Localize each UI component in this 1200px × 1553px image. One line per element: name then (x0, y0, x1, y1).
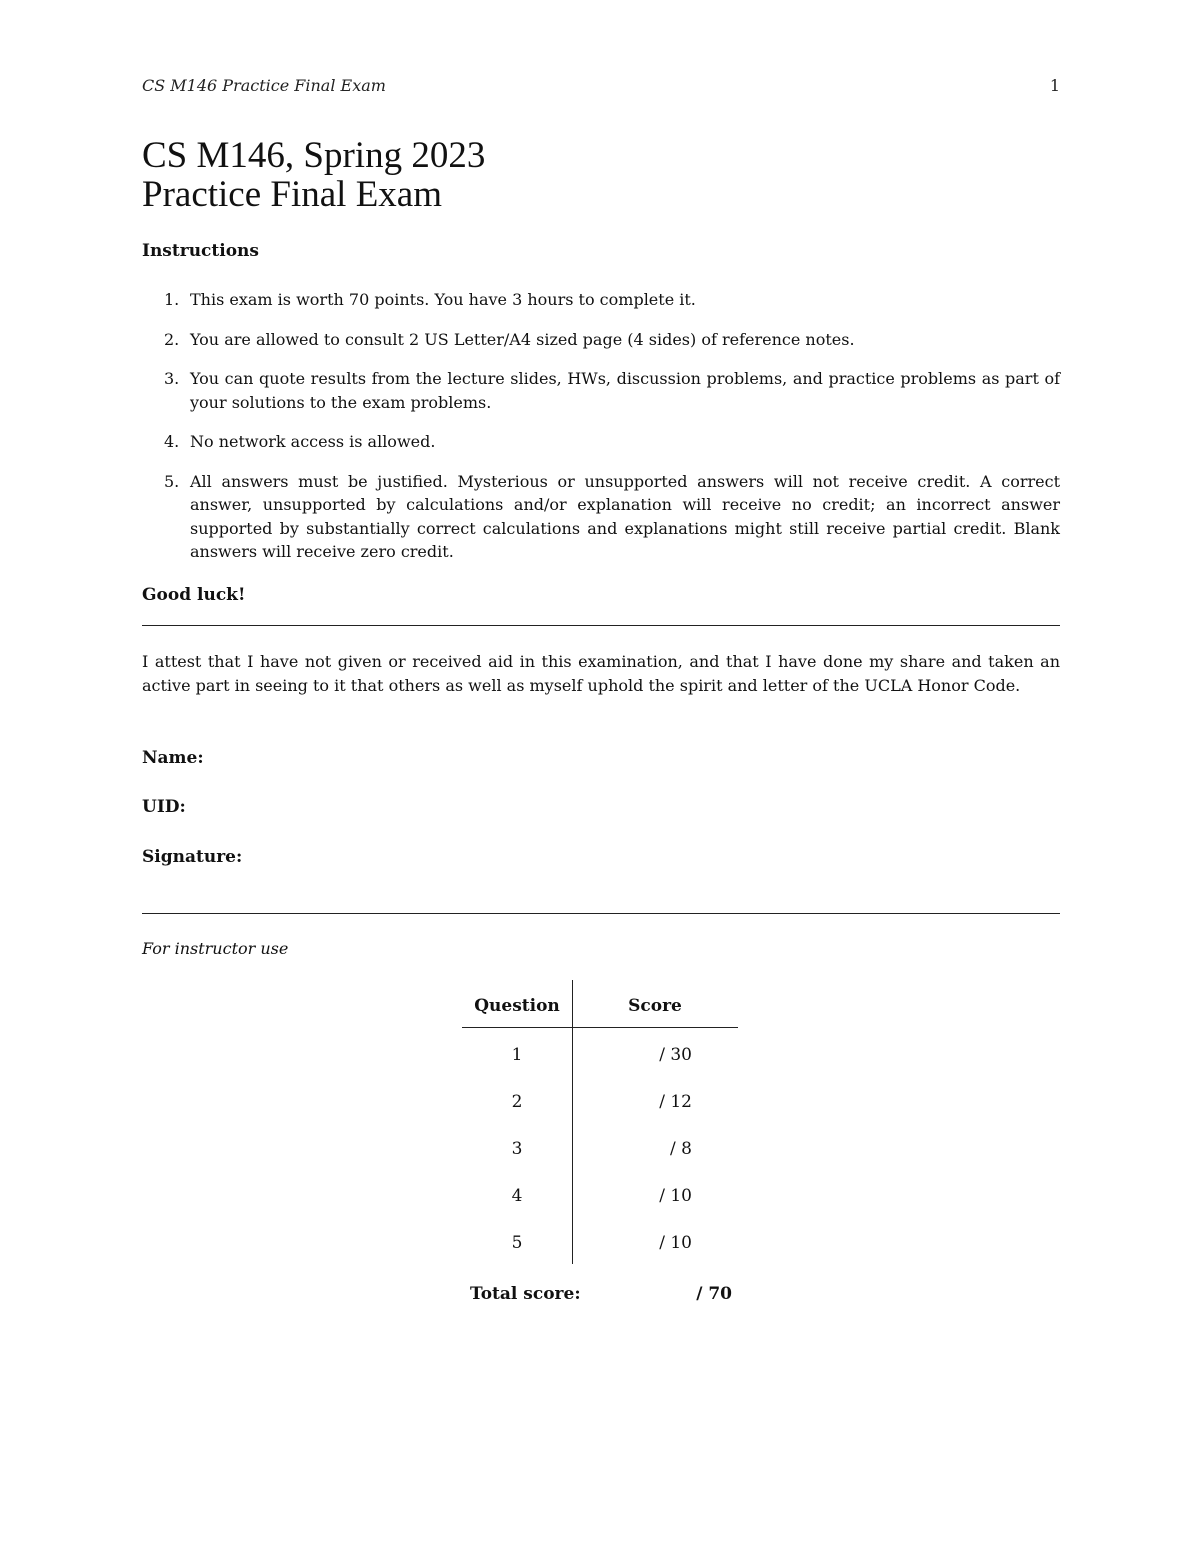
instructions-list (142, 288, 1060, 580)
uid-field[interactable] (142, 797, 186, 817)
uid-label: UID: (142, 797, 186, 817)
exam-page (142, 0, 1060, 1553)
table-header-rule (462, 1027, 738, 1028)
divider-bottom (142, 913, 1060, 914)
instruction-text: All answers must be justified. Mysterious or unsupported answers will not receive credit. A correct answer, unsupported by calculations and/or explanation will receive no credit; an incorrect answer supported by substantially correct calculations and explanations might still receive partial credit. Blank answers will receive zero credit. (190, 471, 1060, 561)
honor-code-attestation: I attest that I have not given or received aid in this examination, and that I have done my share and taken an active part in seeing to it that others as well as myself uphold the spirit and letter of the UCLA Honor Code. (142, 652, 1060, 695)
name-label: Name: (142, 748, 204, 768)
name-field[interactable] (142, 748, 204, 768)
total-score-row (470, 1284, 732, 1304)
signature-label: Signature: (142, 847, 243, 867)
good-luck-heading: Good luck! (142, 585, 246, 605)
title-line-course: CS M146, Spring 2023 (142, 135, 486, 176)
question-cell: 4 (511, 1186, 523, 1206)
score-cell[interactable]: / 10 (659, 1186, 692, 1206)
instructions-heading: Instructions (142, 241, 259, 261)
question-cell: 1 (511, 1045, 523, 1065)
instruction-number: 4. (164, 432, 180, 451)
instruction-item (142, 328, 1060, 352)
running-header (142, 76, 1060, 95)
total-score-label: Total score: (470, 1284, 581, 1304)
instruction-text: You can quote results from the lecture slides, HWs, discussion problems, and practice problems as part of your solutions to the exam problems. (190, 369, 1060, 412)
page-number: 1 (1049, 76, 1060, 95)
score-cell[interactable]: / 12 (659, 1092, 692, 1112)
score-table (462, 980, 738, 1264)
score-cell[interactable]: / 8 (670, 1139, 692, 1159)
question-cell: 3 (511, 1139, 523, 1159)
instruction-number: 2. (164, 329, 180, 349)
instruction-text: This exam is worth 70 points. You have 3 hours to complete it. (190, 290, 696, 309)
total-score-value[interactable]: / 70 (696, 1284, 732, 1304)
instruction-number: 1. (164, 290, 180, 309)
score-cell[interactable]: / 30 (659, 1045, 692, 1065)
divider-top (142, 625, 1060, 626)
score-column-header: Score (628, 996, 682, 1016)
instruction-item (142, 288, 1060, 312)
question-column-header: Question (474, 996, 560, 1016)
running-title: CS M146 Practice Final Exam (142, 76, 386, 95)
instruction-text: No network access is allowed. (190, 432, 436, 451)
table-column-divider (572, 980, 573, 1264)
instructor-use-note: For instructor use (142, 939, 289, 958)
instruction-item (142, 430, 1060, 454)
score-cell[interactable]: / 10 (659, 1233, 692, 1253)
question-cell: 5 (511, 1233, 523, 1253)
exam-title (142, 136, 485, 214)
instruction-item (142, 470, 1060, 564)
question-cell: 2 (511, 1092, 523, 1112)
instruction-number: 5. (164, 471, 180, 491)
instruction-text: You are allowed to consult 2 US Letter/A4 sized page (4 sides) of reference notes. (190, 329, 855, 349)
instruction-number: 3. (164, 369, 180, 388)
instruction-item (142, 367, 1060, 414)
title-line-exam: Practice Final Exam (142, 174, 443, 215)
signature-field[interactable] (142, 847, 242, 867)
